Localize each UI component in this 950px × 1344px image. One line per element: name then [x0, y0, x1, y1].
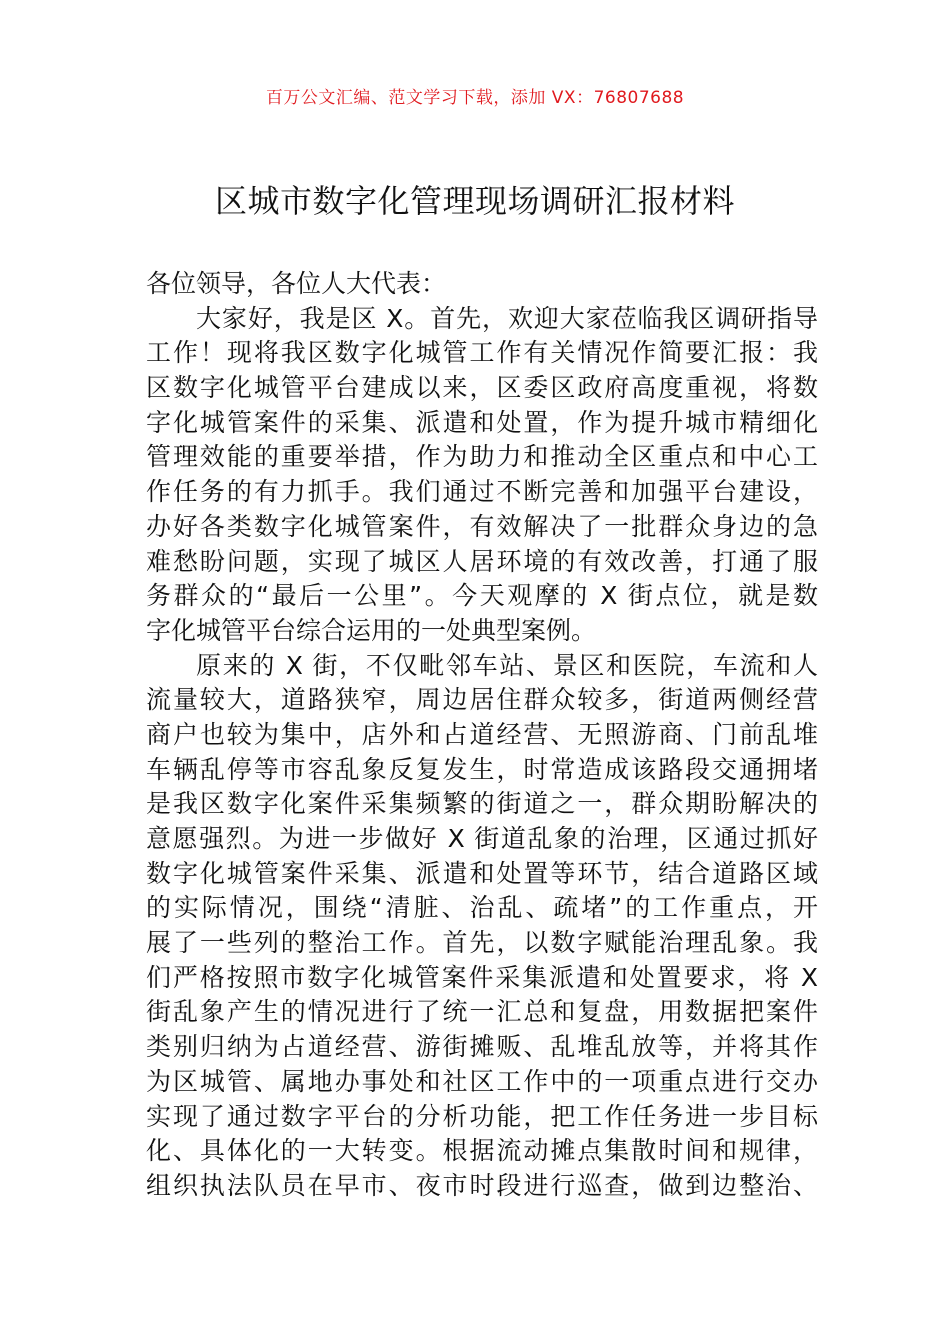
paragraph-1-line: 办好各类数字化城管案件，有效解决了一批群众身边的急: [146, 511, 818, 541]
paragraph-1-line: 务群众的“最后一公里”。今天观摩的 X 街点位，就是数: [146, 581, 818, 611]
paragraph-1-line: 工作！现将我区数字化城管工作有关情况作简要汇报：我: [146, 338, 818, 368]
paragraph-2-line: 车辆乱停等市容乱象反复发生，时常造成该路段交通拥堵: [146, 754, 818, 784]
paragraph-1-line: 难愁盼问题，实现了城区人居环境的有效改善，打通了服: [146, 546, 818, 576]
paragraph-2-line: 街乱象产生的情况进行了统一汇总和复盘，用数据把案件: [146, 997, 818, 1027]
paragraph-1-line: 大家好，我是区 X。首先，欢迎大家莅临我区调研指导: [196, 303, 818, 333]
paragraph-2-line: 组织执法队员在早市、夜市时段进行巡查，做到边整治、: [146, 1170, 818, 1200]
paragraph-2-line: 商户也较为集中，店外和占道经营、无照游商、门前乱堆: [146, 719, 818, 749]
paragraph-2-line: 原来的 X 街，不仅毗邻车站、景区和医院，车流和人: [196, 650, 818, 680]
paragraph-2-line: 们严格按照市数字化城管案件采集派遣和处置要求，将 X: [146, 962, 818, 992]
paragraph-2-line: 为区城管、属地办事处和社区工作中的一项重点进行交办: [146, 1066, 818, 1096]
paragraph-2-line: 流量较大，道路狭窄，周边居住群众较多，街道两侧经营: [146, 685, 818, 715]
salutation: 各位领导，各位人大代表：: [146, 269, 447, 298]
paragraph-2-line: 是我区数字化案件采集频繁的街道之一，群众期盼解决的: [146, 789, 818, 819]
paragraph-1-line: 作任务的有力抓手。我们通过不断完善和加强平台建设，: [146, 477, 818, 507]
paragraph-2-line: 数字化城管案件采集、派遣和处置等环节，结合道路区域: [146, 858, 818, 888]
paragraph-1-line: 管理效能的重要举措，作为助力和推动全区重点和中心工: [146, 442, 818, 472]
paragraph-1-line: 字化城管平台综合运用的一处典型案例。: [146, 615, 597, 645]
paragraph-2-line: 化、具体化的一大转变。根据流动摊点集散时间和规律，: [146, 1136, 818, 1166]
paragraph-2-line: 类别归纳为占道经营、游街摊贩、乱堆乱放等，并将其作: [146, 1032, 818, 1062]
paragraph-1-line: 区数字化城管平台建成以来，区委区政府高度重视，将数: [146, 373, 818, 403]
paragraph-2-line: 展了一些列的整治工作。首先，以数字赋能治理乱象。我: [146, 928, 818, 958]
watermark-banner: 百万公文汇编、范文学习下载，添加 VX：76807688: [265, 88, 685, 108]
paragraph-2-line: 意愿强烈。为进一步做好 X 街道乱象的治理，区通过抓好: [146, 824, 818, 853]
paragraph-2-line: 实现了通过数字平台的分析功能，把工作任务进一步目标: [146, 1101, 818, 1131]
document-body: [146, 267, 818, 1204]
paragraph-2-line: 的实际情况，围绕“清脏、治乱、疏堵”的工作重点，开: [146, 893, 818, 923]
paragraph-1-line: 字化城管案件的采集、派遣和处置，作为提升城市精细化: [146, 407, 818, 437]
document-title: 区城市数字化管理现场调研汇报材料: [214, 182, 735, 220]
